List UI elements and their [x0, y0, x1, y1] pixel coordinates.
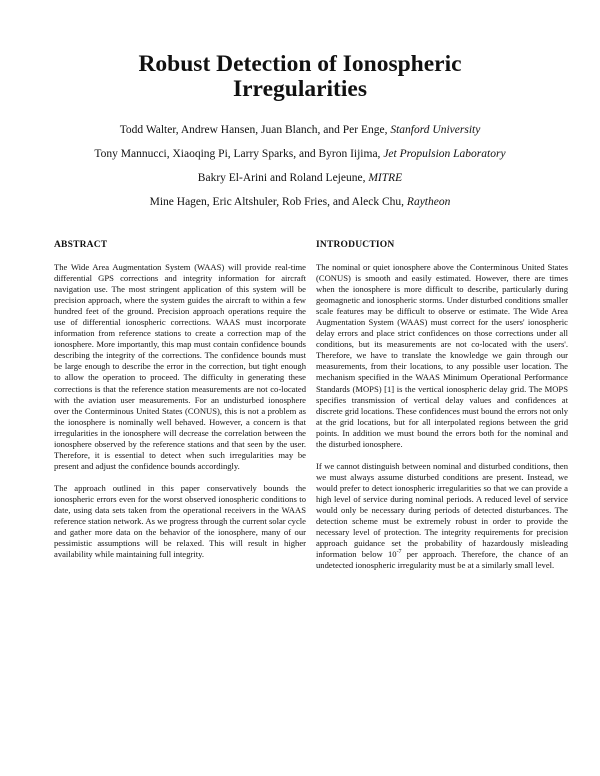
introduction-paragraph-2 — [316, 461, 568, 571]
abstract-column — [54, 239, 306, 560]
paper-title — [60, 52, 540, 102]
introduction-paragraph-1: The nominal or quiet ionosphere above the Conterminous United States (CONUS) is smooth and easily estimated. However, there are times when the ionosphere is more difficult to describe, particularly during geomagnetic and ionospheric storms. Under disturbed conditions smaller scale features may be difficult to observe or estimate. The Wide Area Augmentation System (WAAS) must correct for the users' ionospheric delay errors and place strict confidences on those corrections under all conditions, but its measurements are not co-located with the users'. Therefore, we have to translate the knowledge we gain through our measurements, from their locations, to any possible user location. The mechanism specified in the WAAS Minimum Operational Performance Standards (MOPS) [1] is the vertical ionospheric delay grid. The MOPS specifies transmission of vertical delay values and confidences at discrete grid locations. These confidences must bound the errors not only at the grid locations, but for all interpolated regions between the grid points. In addition we must bound the errors both for the nominal and the disturbed ionosphere. — [316, 262, 568, 449]
author-affiliation: MITRE — [368, 172, 403, 184]
paragraph-text: per approach. Therefore, the chance of an undetected ionospheric irregularity must be at a similarly small level. — [316, 549, 569, 571]
author-line-1 — [40, 123, 560, 137]
author-line-3 — [40, 171, 560, 185]
author-affiliation: Jet Propulsion Laboratory — [383, 148, 506, 160]
author-names: Mine Hagen, Eric Altshuler, Rob Fries, and Aleck Chu, — [149, 196, 407, 208]
abstract-paragraph-1: The Wide Area Augmentation System (WAAS) will provide real-time differential GPS corrections and integrity information for aircraft navigation use. The most stringent application of this system will be precision approach, where the system guides the aircraft to within a few hundred feet of the ground. Precision approach operations require the use of differential ionospheric corrections. WAAS must incorporate information from reference stations to create a correction map of the ionosphere. More importantly, this map must contain confidence bounds describing the integrity of the corrections. The confidence bounds must be large enough to describe the error in the correction, but tight enough to allow the operation to proceed. The difficulty in generating these corrections is that the reference station measurements are not co-located with the aviation user measurements. For an undisturbed ionosphere over the Conterminous United States (CONUS), this is not a problem as the ionosphere is nominally well behaved. However, a concern is that irregularities in the ionosphere will decrease the correlation between the ionosphere observed by the reference stations and that seen by the user. Therefore, it is essential to detect when such irregularities may be present and adjust the confidence bounds accordingly. — [54, 262, 306, 471]
author-affiliation: Raytheon — [406, 196, 451, 208]
author-names: Tony Mannucci, Xiaoqing Pi, Larry Sparks, and Byron Iijima, — [94, 148, 384, 160]
title-line-2: Irregularities — [232, 76, 367, 102]
author-line-2 — [40, 147, 560, 161]
abstract-heading: ABSTRACT — [54, 240, 108, 250]
introduction-heading: INTRODUCTION — [316, 240, 395, 250]
title-line-1: Robust Detection of Ionospheric — [138, 51, 462, 77]
probability-exponent: -7 — [396, 549, 402, 556]
author-names: Bakry El-Arini and Roland Lejeune, — [197, 172, 369, 184]
introduction-column — [316, 239, 568, 571]
abstract-paragraph-2: The approach outlined in this paper conservatively bounds the ionospheric errors even for the worst observed ionospheric conditions to date, using data sets taken from the operational receivers in the WAAS reference station network. As we progress through the current solar cycle and gather more data on the behavior of the ionosphere, many of our pessimistic assumptions will be relaxed. This will result in higher availability while maintaining full integrity. — [54, 482, 306, 560]
paragraph-text: If we cannot distinguish between nominal and disturbed conditions, then we must always assume disturbed conditions are present. Instead, we would prefer to detect ionospheric irregularities so that we can provide a high level of service during nominal periods. A reduced level of service would only be necessary during periods of detected disturbances. The detection scheme must be extremely robust in order to provide the necessary level of protection. The integrity requirements for precision approach guidance set the probability of hazardously misleading information below 10 — [316, 460, 568, 560]
author-line-4 — [40, 195, 560, 209]
author-affiliation: Stanford University — [390, 124, 481, 136]
author-names: Todd Walter, Andrew Hansen, Juan Blanch, and Per Enge, — [119, 124, 391, 136]
